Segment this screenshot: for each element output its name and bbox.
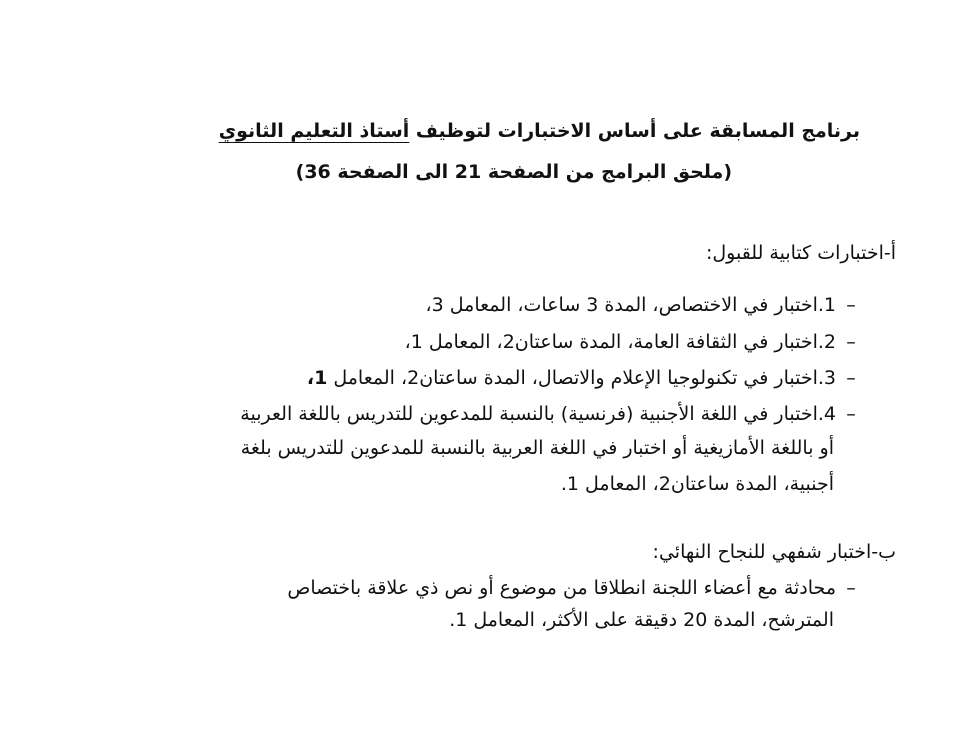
document-subtitle (296, 157, 732, 187)
item-number: 4. (817, 403, 836, 425)
item-text: أجنبية، المدة ساعتان2، المعامل 1. (560, 473, 834, 495)
item-text: محادثة مع أعضاء اللجنة انطلاقا من موضوع أو نص ذي علاقة باختصاص (287, 577, 836, 599)
document-title (219, 116, 860, 146)
dash-bullet: – (846, 577, 856, 599)
list-item (405, 327, 860, 357)
section-a-heading-text: أ-اختبارات كتابية للقبول: (705, 242, 896, 264)
list-item (240, 399, 860, 429)
list-item-continuation (561, 469, 834, 499)
item-text: المترشح، المدة 20 دقيقة على الأكثر، المعامل 1. (449, 609, 834, 631)
dash-bullet: – (846, 403, 856, 425)
dash-bullet: – (846, 367, 856, 389)
item-text: اختبار في الاختصاص، المدة 3 ساعات، المعامل 3، (425, 294, 818, 316)
subtitle-text: (ملحق البرامج من الصفحة 21 الى الصفحة 36) (295, 161, 732, 183)
title-underlined-text: أستاذ التعليم الثانوي (218, 120, 410, 142)
list-item-continuation (449, 605, 834, 635)
item-text: اختبار في تكنولوجيا الإعلام والاتصال، المدة ساعتان2، المعامل (327, 367, 818, 389)
item-text: اختبار في اللغة الأجنبية (فرنسية) بالنسبة للمدعوين للتدريس باللغة العربية (240, 403, 818, 425)
title-text: برنامج المسابقة على أساس الاختبارات لتوظيف (409, 120, 860, 142)
list-item (287, 573, 860, 603)
item-number: 3. (817, 367, 836, 389)
item-number: 2. (817, 331, 836, 353)
list-item (307, 363, 860, 393)
dash-bullet: – (846, 294, 856, 316)
item-text-bold: 1، (306, 367, 328, 389)
section-a-heading (706, 238, 896, 268)
section-b-heading (653, 537, 896, 567)
dash-bullet: – (846, 331, 856, 353)
item-text: اختبار في الثقافة العامة، المدة ساعتان2، المعامل 1، (404, 331, 818, 353)
section-b-heading-text: ب-اختبار شفهي للنجاح النهائي: (652, 541, 896, 563)
item-text: أو باللغة الأمازيغية أو اختبار في اللغة العربية بالنسبة للمدعوين للتدريس بلغة (240, 437, 834, 459)
list-item (426, 290, 861, 320)
list-item-continuation (241, 433, 834, 463)
item-number: 1. (817, 294, 836, 316)
